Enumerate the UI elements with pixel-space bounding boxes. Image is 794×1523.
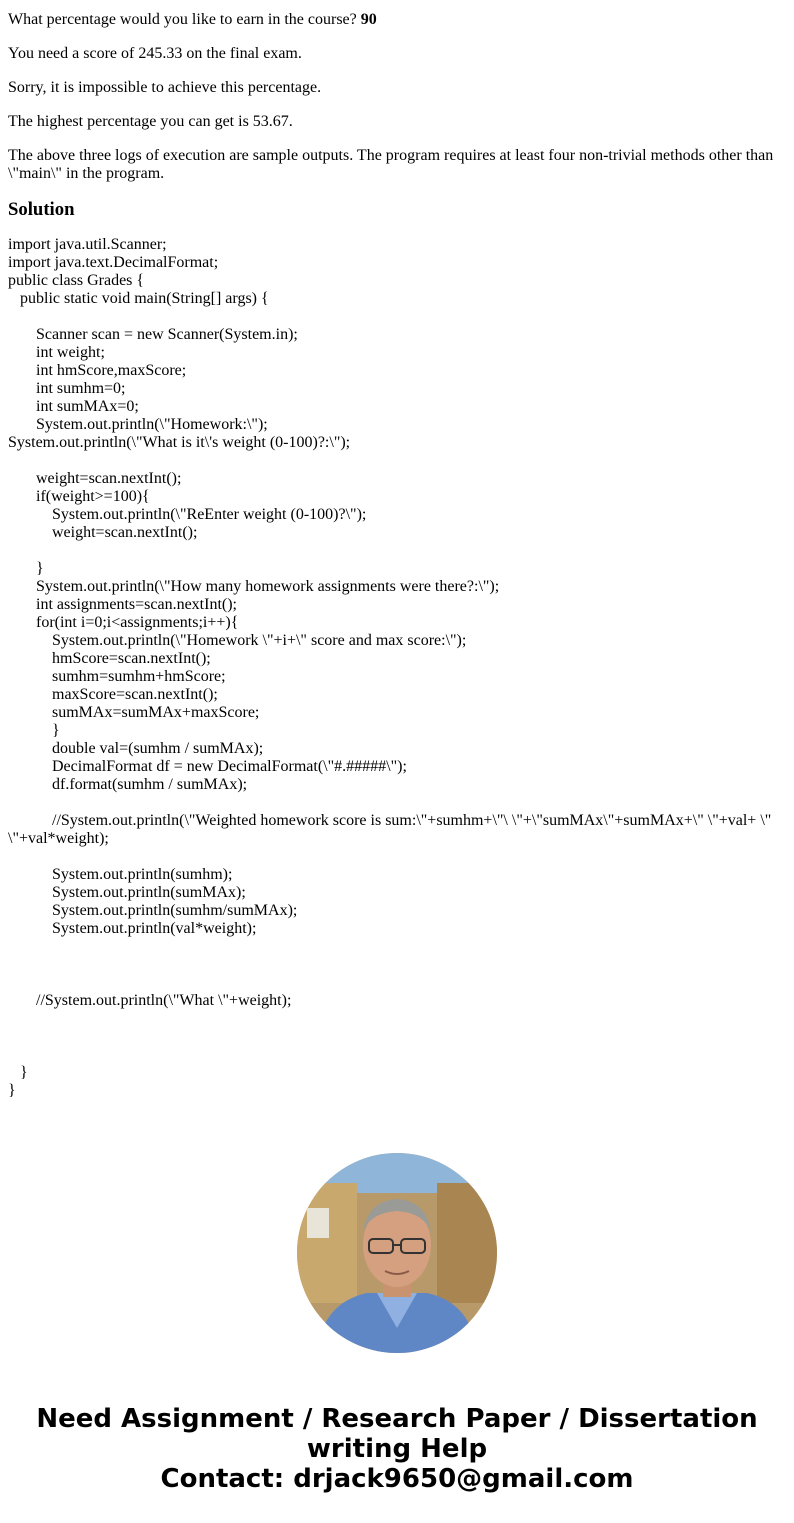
- person-portrait-icon: [297, 1153, 497, 1353]
- code-line: sumhm=sumhm+hmScore;: [8, 668, 226, 685]
- code-line: df.format(sumhm / sumMAx);: [8, 776, 248, 793]
- code-line: maxScore=scan.nextInt();: [8, 686, 218, 703]
- code-line: for(int i=0;i<assignments;i++){: [8, 614, 239, 631]
- banner-contact: Contact: drjack9650@gmail.com: [160, 1464, 634, 1494]
- code-line: [8, 974, 786, 992]
- code-line: [8, 452, 786, 470]
- code-line: int hmScore,maxScore;: [8, 362, 187, 379]
- code-line: Scanner scan = new Scanner(System.in);: [8, 326, 298, 343]
- code-line: [8, 1046, 786, 1064]
- solution-code: [8, 236, 786, 1100]
- code-line: sumMAx=sumMAx+maxScore;: [8, 704, 260, 721]
- code-line: [8, 542, 786, 560]
- code-line: public static void main(String[] args) {: [8, 290, 269, 307]
- code-line: weight=scan.nextInt();: [8, 524, 198, 541]
- question-prompt: What percentage would you like to earn in the course?: [8, 11, 361, 28]
- code-line: System.out.println(\"Homework \"+i+\" score and max score:\");: [8, 632, 467, 649]
- code-line: System.out.println(sumMAx);: [8, 884, 246, 901]
- code-line: //System.out.println(\"Weighted homework score is sum:\"+sumhm+\"\ \"+\"sumMAx\"+sumMAx+\" \"+val+ \" \"+val*weight);: [8, 812, 776, 847]
- code-line: System.out.println(val*weight);: [8, 920, 257, 937]
- output-line-1: You need a score of 245.33 on the final exam.: [8, 45, 302, 62]
- document-content: [8, 11, 786, 1100]
- code-line: int assignments=scan.nextInt();: [8, 596, 237, 613]
- code-line: System.out.println(\"Homework:\");: [8, 416, 268, 433]
- output-line-2: Sorry, it is impossible to achieve this percentage.: [8, 79, 322, 96]
- solution-heading: Solution: [8, 199, 75, 220]
- code-line: if(weight>=100){: [8, 488, 150, 505]
- code-line: import java.text.DecimalFormat;: [8, 254, 219, 271]
- code-line: weight=scan.nextInt();: [8, 470, 182, 487]
- code-line: [8, 848, 786, 866]
- question-line: [8, 11, 786, 29]
- code-line: System.out.println(sumhm/sumMAx);: [8, 902, 298, 919]
- code-line: System.out.println(\"What is it\'s weight (0-100)?:\");: [8, 434, 351, 451]
- requirement-note: The above three logs of execution are sample outputs. The program requires at least four non-trivial methods other than \"main\" in the program.: [8, 147, 778, 182]
- code-line: }: [8, 1082, 16, 1099]
- author-photo: [297, 1153, 497, 1353]
- code-line: [8, 794, 786, 812]
- code-line: public class Grades {: [8, 272, 145, 289]
- code-line: int sumhm=0;: [8, 380, 126, 397]
- code-line: }: [8, 722, 60, 739]
- code-line: [8, 956, 786, 974]
- code-line: //System.out.println(\"What \"+weight);: [8, 992, 292, 1009]
- code-line: }: [8, 560, 44, 577]
- question-answer: 90: [360, 11, 377, 28]
- code-line: System.out.println(sumhm);: [8, 866, 233, 883]
- code-line: hmScore=scan.nextInt();: [8, 650, 211, 667]
- code-line: [8, 308, 786, 326]
- banner-line-2: writing Help: [306, 1434, 488, 1464]
- code-line: [8, 1028, 786, 1046]
- code-line: }: [8, 1064, 28, 1081]
- code-line: [8, 1010, 786, 1028]
- code-line: System.out.println(\"How many homework assignments were there?:\");: [8, 578, 500, 595]
- code-line: int sumMAx=0;: [8, 398, 139, 415]
- code-line: int weight;: [8, 344, 105, 361]
- promo-banner: [0, 1404, 794, 1494]
- banner-line-1: Need Assignment / Research Paper / Dissertation: [36, 1404, 758, 1434]
- code-line: DecimalFormat df = new DecimalFormat(\"#.#####\");: [8, 758, 407, 775]
- output-line-3: The highest percentage you can get is 53.67.: [8, 113, 293, 130]
- code-line: [8, 938, 786, 956]
- code-line: import java.util.Scanner;: [8, 236, 167, 253]
- code-line: System.out.println(\"ReEnter weight (0-100)?\");: [8, 506, 367, 523]
- code-line: double val=(sumhm / sumMAx);: [8, 740, 264, 757]
